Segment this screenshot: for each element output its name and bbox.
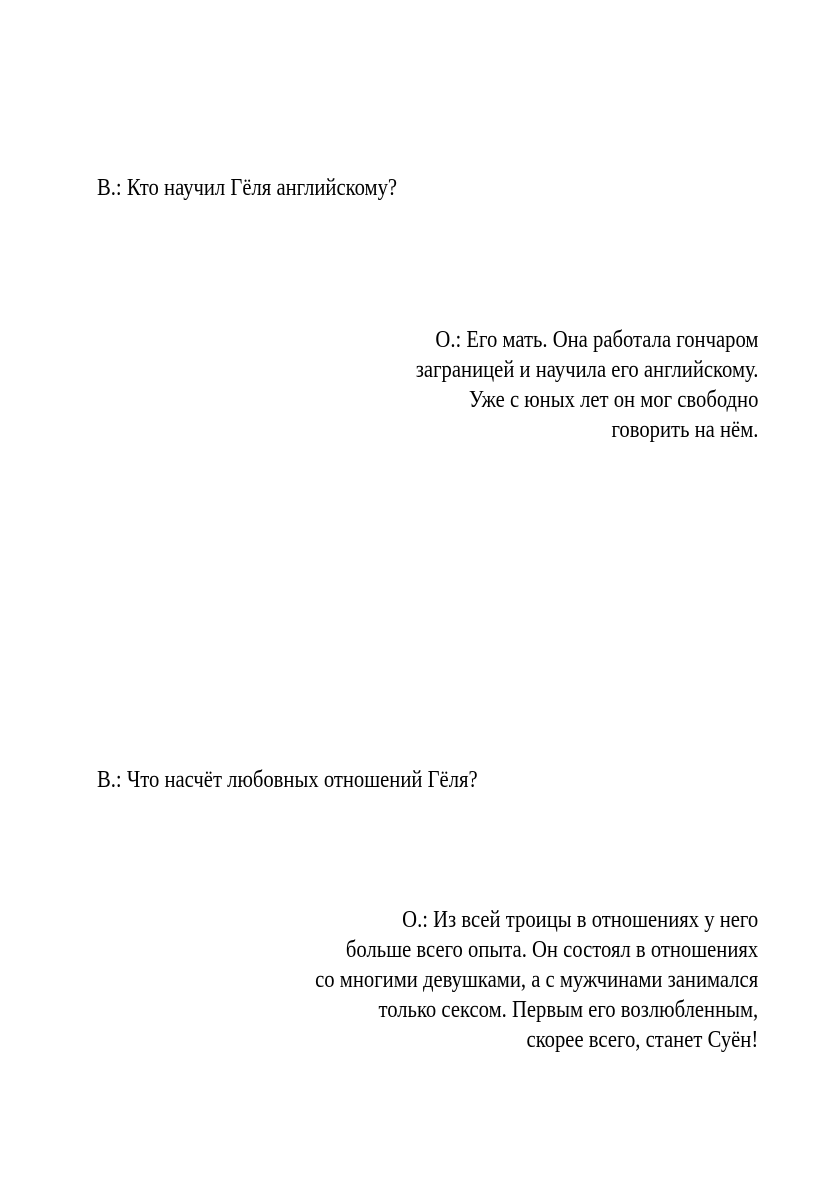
answer-line: говорить на нём. xyxy=(611,417,758,443)
answer-2 xyxy=(315,905,758,1055)
answer-line: Уже с юных лет он мог свободно xyxy=(468,387,758,413)
question-1 xyxy=(97,173,397,203)
question-text: В.: Что насчёт любовных отношений Гёля? xyxy=(97,767,478,793)
answer-line: О.: Его мать. Она работала гончаром xyxy=(434,327,758,353)
answer-line: О.: Из всей троицы в отношениях у него xyxy=(401,907,758,933)
answer-line: скорее всего, станет Суён! xyxy=(526,1027,758,1053)
answer-1 xyxy=(415,325,758,445)
answer-line: только сексом. Первым его возлюбленным, xyxy=(378,997,758,1023)
question-text: В.: Кто научил Гёля английскому? xyxy=(97,175,398,201)
answer-line: больше всего опыта. Он состоял в отношениях xyxy=(345,937,758,963)
answer-line: заграницей и научила его английскому. xyxy=(415,357,758,383)
question-2 xyxy=(97,765,478,795)
answer-line: со многими девушками, а с мужчинами занимался xyxy=(314,967,758,993)
